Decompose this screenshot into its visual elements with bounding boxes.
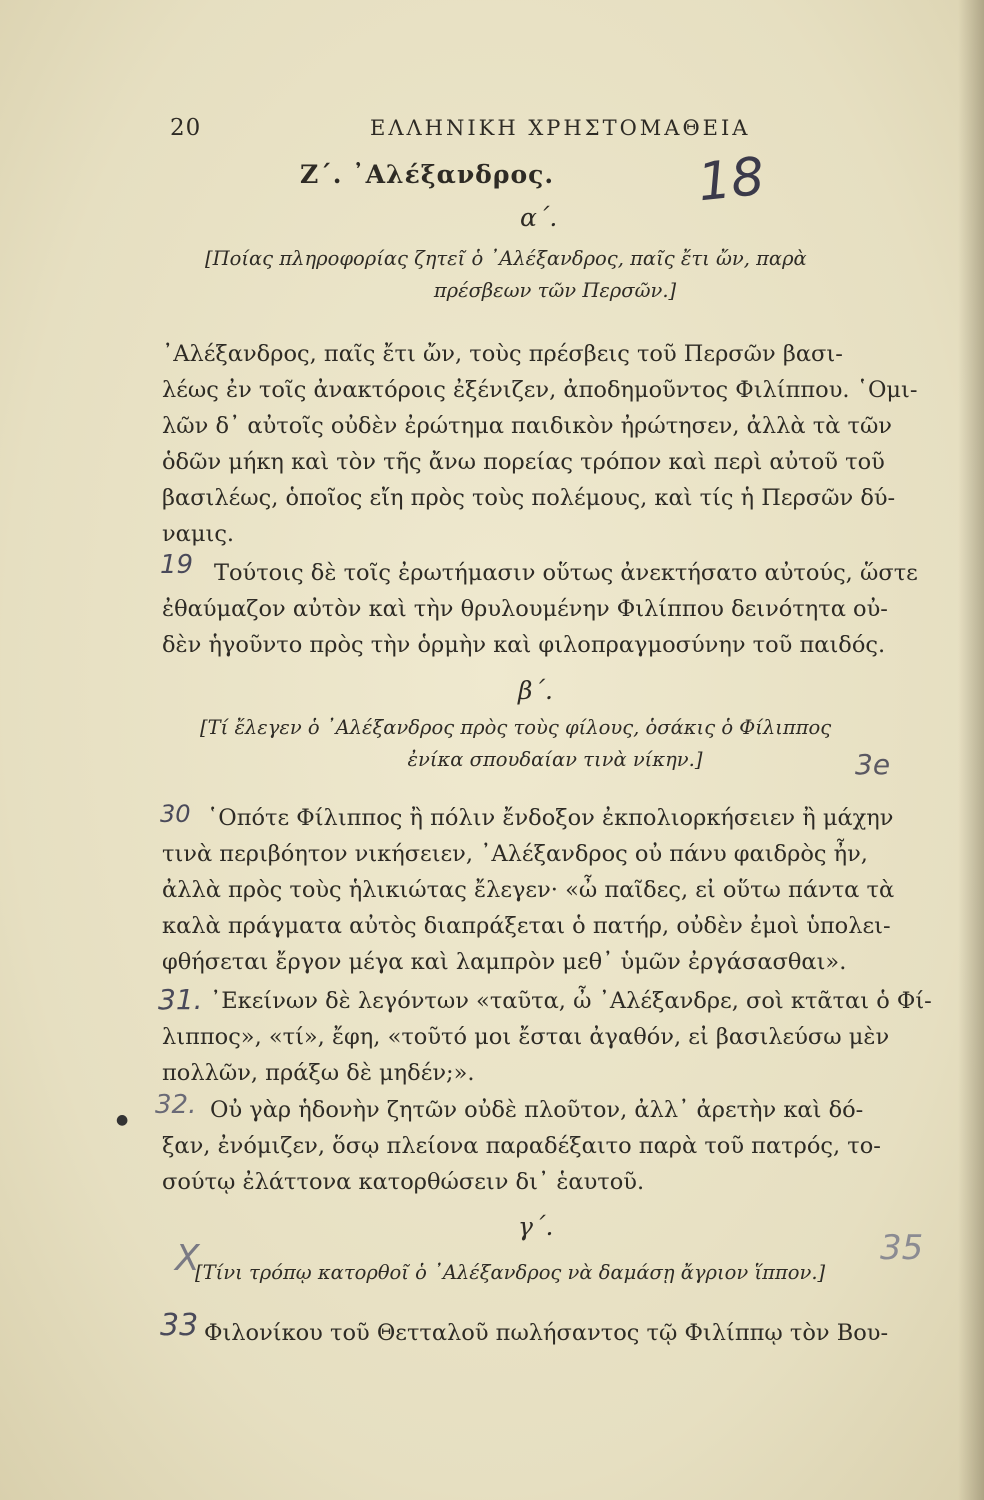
paragraph-5 — [162, 1092, 932, 1200]
question-line: ἐνίκα σπουδαίαν τινὰ νίκην.] — [407, 748, 703, 771]
margin-bullet: ● — [116, 1112, 129, 1128]
page-number: 20 — [170, 115, 202, 141]
text-line: λῶν δ᾿ αὐτοῖς οὐδὲν ἐρώτημα παιδικὸν ἠρώτησεν, ἀλλὰ τὰ τῶν — [162, 413, 892, 439]
margin-number-19: 19 — [160, 550, 194, 580]
section-title: Ζ΄. ᾿Αλέξανδρος. — [300, 160, 555, 189]
text-line: λιππος», «τί», ἔφη, «τοῦτό μοι ἔσται ἀγαθόν, εἰ βασιλεύσω μὲν — [162, 1024, 890, 1050]
subsection-question-alpha — [205, 243, 905, 307]
question-line: [Ποίας πληροφορίας ζητεῖ ὁ ᾿Αλέξανδρος, παῖς ἔτι ὤν, παρὰ — [205, 247, 807, 270]
paragraph-1 — [162, 336, 932, 552]
text-line: ῾Οπότε Φίλιππος ἢ πόλιν ἔνδοξον ἐκπολιορκήσειεν ἢ μάχην — [207, 805, 894, 831]
margin-cross-mark: X — [175, 1238, 200, 1279]
margin-number-30: 30 — [160, 800, 191, 828]
text-line: ᾿Αλέξανδρος, παῖς ἔτι ὤν, τοὺς πρέσβεις τοῦ Περσῶν βασι- — [162, 341, 843, 367]
text-line: λέως ἐν τοῖς ἀνακτόροις ἐξένιζεν, ἀποδημοῦντος Φιλίππου. ῾Ομι- — [162, 377, 918, 403]
subsection-label-alpha: α΄. — [520, 203, 558, 232]
paragraph-4 — [162, 983, 932, 1091]
margin-mark-3e: 3e — [855, 748, 891, 781]
question-line: [Τί ἔλεγεν ὁ ᾿Αλέξανδρος πρὸς τοὺς φίλους, ὁσάκις ὁ Φίλιππος — [200, 716, 832, 739]
text-line: σούτῳ ἐλάττονα κατορθώσειν δι᾿ ἑαυτοῦ. — [162, 1169, 645, 1195]
text-line: φθήσεται ἔργον μέγα καὶ λαμπρὸν μεθ᾿ ὑμῶν ἐργάσασθαι». — [162, 949, 847, 975]
question-line: [Τίνι τρόπῳ κατορθοῖ ὁ ᾿Αλέξανδρος νὰ δαμάσῃ ἄγριον ἵππον.] — [195, 1261, 826, 1284]
text-line: καλὰ πράγματα αὐτὸς διαπράξεται ὁ πατήρ, οὐδὲν ἐμοὶ ὑπολει- — [162, 913, 891, 939]
running-title: ΕΛΛΗΝΙΚΗ ΧΡΗΣΤΟΜΑΘΕΙΑ — [370, 116, 751, 140]
text-line: Οὐ γὰρ ἡδονὴν ζητῶν οὐδὲ πλοῦτον, ἀλλ᾿ ἀρετὴν καὶ δό- — [210, 1097, 864, 1123]
margin-number-35: 35 — [880, 1228, 924, 1268]
text-line: ἐθαύμαζον αὐτὸν καὶ τὴν θρυλουμένην Φιλίππου δεινότητα οὐ- — [162, 596, 888, 622]
text-line: Τούτοις δὲ τοῖς ἐρωτήμασιν οὕτως ἀνεκτήσατο αὐτούς, ὥστε — [214, 560, 918, 586]
paragraph-6 — [162, 1315, 932, 1351]
text-line: τινὰ περιβόητον νικήσειεν, ᾿Αλέξανδρος οὐ πάνυ φαιδρὸς ἦν, — [162, 841, 868, 867]
paragraph-2 — [162, 555, 932, 663]
text-line: ὁδῶν μήκη καὶ τὸν τῆς ἄνω πορείας τρόπον καὶ περὶ αὐτοῦ τοῦ — [162, 449, 885, 475]
margin-number-32: 32. — [155, 1090, 197, 1120]
page-edge-shadow — [958, 0, 984, 1500]
text-line: ἀλλὰ πρὸς τοὺς ἡλικιώτας ἔλεγεν· «ὦ παῖδες, εἰ οὕτω πάντα τὰ — [162, 877, 895, 903]
subsection-question-gamma — [195, 1257, 915, 1289]
subsection-label-gamma: γ΄. — [518, 1212, 554, 1241]
handwritten-section-number: 18 — [695, 146, 768, 214]
text-line: δὲν ἡγοῦντο πρὸς τὴν ὁρμὴν καὶ φιλοπραγμοσύνην τοῦ παιδός. — [162, 632, 886, 658]
subsection-question-beta — [200, 712, 910, 776]
margin-number-31: 31. — [158, 983, 203, 1016]
text-line: Φιλονίκου τοῦ Θετταλοῦ πωλήσαντος τῷ Φιλίππῳ τὸν Βου- — [204, 1320, 889, 1346]
text-line: βασιλέως, ὁποῖος εἴη πρὸς τοὺς πολέμους, καὶ τίς ἡ Περσῶν δύ- — [162, 485, 896, 511]
paragraph-3 — [162, 800, 932, 980]
question-line: πρέσβεων τῶν Περσῶν.] — [433, 279, 677, 302]
text-line: ναμις. — [162, 521, 235, 547]
text-line: ξαν, ἐνόμιζεν, ὅσῳ πλείονα παραδέξαιτο παρὰ τοῦ πατρός, το- — [162, 1133, 881, 1159]
text-line: πολλῶν, πράξω δὲ μηδέν;». — [162, 1060, 475, 1086]
margin-number-33: 33 — [160, 1308, 199, 1343]
subsection-label-beta: β΄. — [518, 676, 553, 705]
text-line: ᾿Εκείνων δὲ λεγόντων «ταῦτα, ὦ ᾿Αλέξανδρε, σοὶ κτᾶται ὁ Φί- — [210, 988, 932, 1014]
